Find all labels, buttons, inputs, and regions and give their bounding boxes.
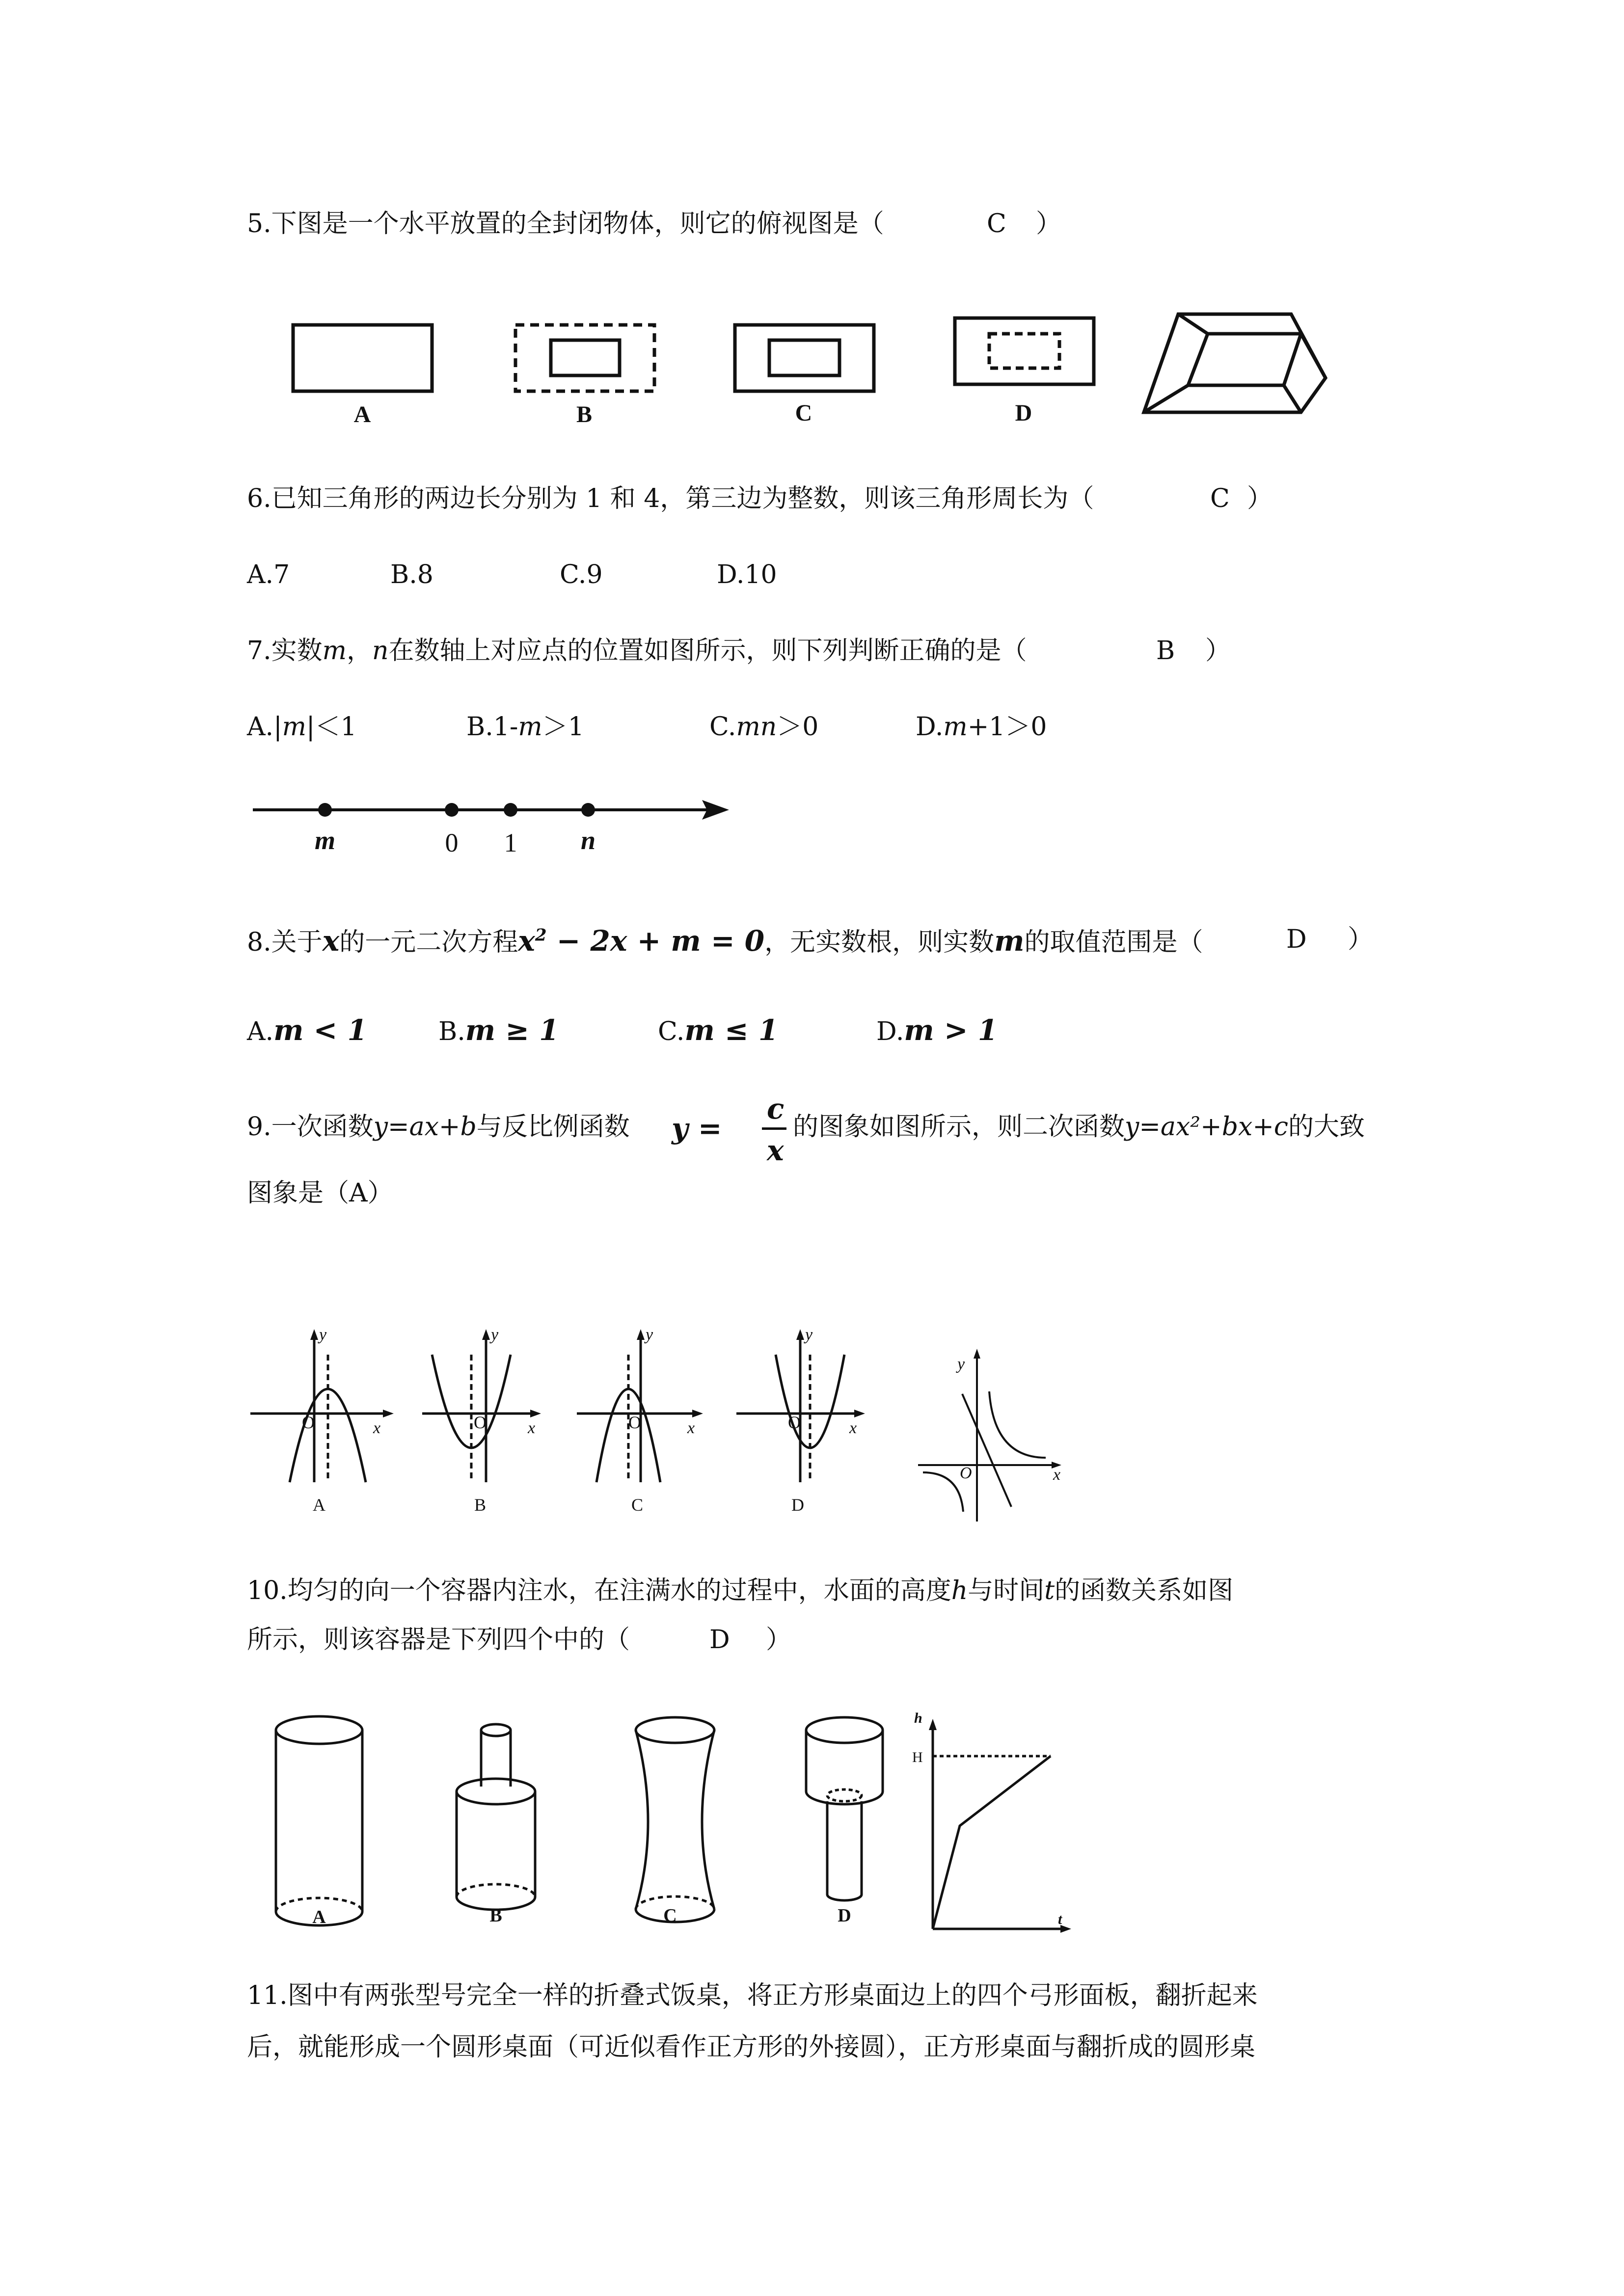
q10-option-a-label: A [312,1907,326,1927]
q9-fraction-bar [762,1127,786,1130]
q11-line1: 11.图中有两张型号完全一样的折叠式饭桌，将正方形桌面边上的四个弓形面板，翻折起来 [247,1981,1258,2010]
q9-stem-line1: 9.一次函数y=ax+b与反比例函数 [247,1112,630,1142]
q7-option-a: A.|m|＜1 [247,712,357,742]
svg-text:h: h [914,1710,922,1726]
q10-container-c [636,1717,714,1922]
q10-close-paren: ） [766,1625,792,1655]
q10-figure [0,1708,1624,1934]
svg-text:x: x [528,1419,536,1437]
q5-option-c-inner [769,340,839,375]
q8-equation: $x^2 - 2x + m = 0$ [518,924,765,958]
svg-text:x: x [373,1419,381,1437]
q10-option-c-label: C [663,1905,677,1926]
q8-option-b: B.m ≥ 1 [438,1014,559,1047]
label-1: 1 [504,828,517,857]
q5-option-c-label: C [795,400,812,426]
svg-text:O: O [474,1413,487,1432]
q5-option-a-label: A [353,401,371,427]
q8-option-c: C.m ≤ 1 [658,1014,779,1047]
q6-close-paren: ） [1247,484,1273,513]
svg-text:O: O [960,1464,972,1482]
q6-option-c: C.9 [560,560,603,589]
q10-container-d [806,1717,883,1900]
q5-option-b-label: B [576,401,593,427]
svg-text:O: O [628,1413,641,1432]
q9-option-a-label: A [313,1495,325,1515]
q9-graph-d [736,1335,859,1482]
q6-option-a: A.7 [247,560,290,589]
svg-text:x: x [1053,1466,1061,1484]
svg-text:x: x [849,1419,857,1437]
q5-option-d-label: D [1015,400,1032,426]
label-m: m [314,826,336,855]
svg-text:t: t [1058,1911,1062,1927]
q8-answer: D [1286,925,1307,954]
q9-graph-c [577,1335,697,1482]
q5-solid-object [1144,314,1326,412]
point-m [318,803,332,817]
q9-f2-denominator: x [767,1134,784,1167]
q9-f2-lhs: y = [672,1112,722,1145]
point-n [581,803,595,817]
point-0 [445,803,459,817]
q6-answer: C [1210,484,1230,513]
q5-option-b-outer [515,325,654,391]
q10-stem-line2: 所示，则该容器是下列四个中的（ [247,1625,630,1655]
q8-close-paren: ） [1348,925,1374,954]
q9-option-d-label: D [791,1495,804,1515]
q7-option-b: B.1-m＞1 [466,712,584,742]
q9-stem-line1-rest: 的图象如图所示，则二次函数y=ax²+bx+c的大致 [793,1112,1365,1142]
q7-number-line [0,785,1624,864]
q5-figure [0,294,1624,452]
svg-text:y: y [805,1326,813,1344]
q9-figure [0,1325,1624,1522]
q10-container-a [276,1716,362,1925]
svg-text:x: x [687,1419,695,1437]
q6-stem: 6.已知三角形的两边长分别为 1 和 4，第三边为整数，则该三角形周长为（ [247,484,1094,513]
q5-option-d-outer [955,318,1094,384]
q9-given-graph [918,1355,1056,1522]
q5-option-d-inner [989,334,1059,368]
svg-text:O: O [302,1413,315,1432]
q7-answer: B [1156,636,1175,666]
q6-option-d: D.10 [717,560,777,589]
q7-close-paren: ） [1205,636,1231,666]
q10-answer: D [709,1625,730,1655]
q9-f2-numerator: c [767,1092,785,1125]
q5-option-c-outer [735,325,874,391]
q7-option-c: C.mn＞0 [709,712,819,742]
q8-option-a: A.m < 1 [247,1014,367,1047]
q5-stem: 5.下图是一个水平放置的全封闭物体，则它的俯视图是（ [247,209,884,239]
q6-option-b: B.8 [390,560,433,589]
q9-answer: A [349,1178,368,1208]
q9-graph-b [422,1335,535,1482]
svg-text:H: H [912,1749,923,1765]
q5-option-a-view [293,325,432,391]
q9-option-c-label: C [631,1495,644,1515]
svg-text:y: y [957,1355,965,1373]
svg-text:O: O [788,1413,801,1432]
svg-text:y: y [491,1326,499,1344]
q10-container-b [457,1724,535,1910]
q10-option-b-label: B [489,1905,502,1926]
q9-option-b-label: B [474,1495,487,1515]
q5-option-b-inner [551,340,620,375]
label-n: n [580,826,596,855]
q8-option-d: D.m > 1 [876,1014,998,1047]
q7-option-d: D.m+1＞0 [916,712,1047,742]
point-1 [504,803,517,817]
svg-text:y: y [646,1326,653,1344]
q10-option-d-label: D [838,1905,851,1926]
q9-stem-line2: 图象是（A） [247,1178,393,1208]
q5-answer: C [987,209,1006,239]
q11-line2: 后，就能形成一个圆形桌面（可近似看作正方形的外接圆），正方形桌面与翻折成的圆形桌 [247,2032,1256,2062]
q8-stem: 8.关于x的一元二次方程$x^2 - 2x + m = 0$，无实数根，则实数m的取值范围是（ [247,924,1203,958]
svg-text:y: y [319,1326,327,1344]
label-0: 0 [445,828,459,857]
q5-close-paren: ） [1036,209,1062,239]
q10-height-time-graph [933,1725,1065,1929]
q7-stem: 7.实数m，n在数轴上对应点的位置如图所示，则下列判断正确的是（ [247,636,1027,666]
q9-graph-a [250,1335,388,1482]
q10-stem-line1: 10.均匀的向一个容器内注水，在注满水的过程中，水面的高度h与时间t的函数关系如图 [247,1576,1234,1605]
